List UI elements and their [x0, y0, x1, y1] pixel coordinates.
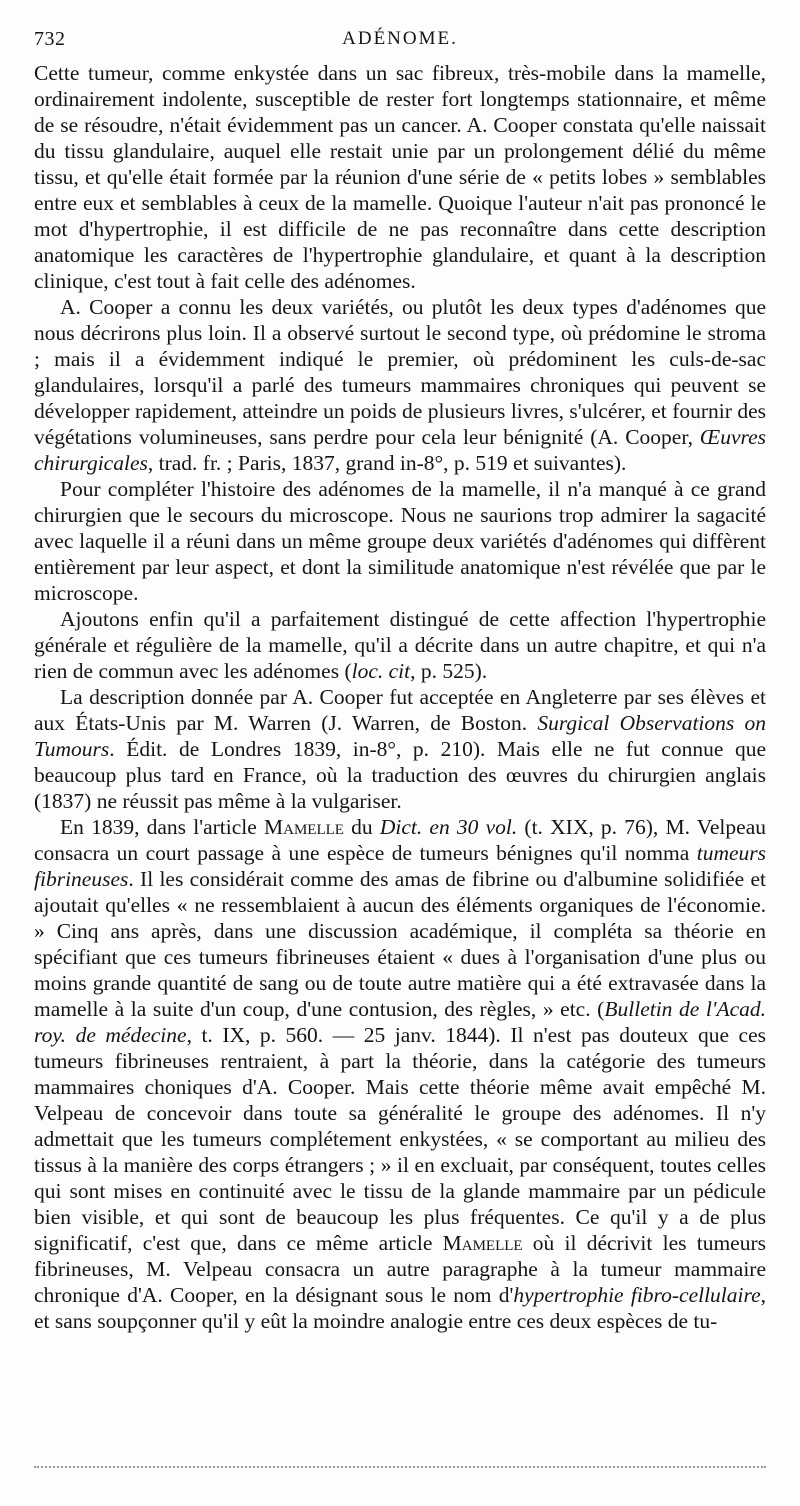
text-span: La description donnée par A. Cooper fut acceptée en Angleterre par ses élèves et aux États-Unis par M. Warren (J. Warren, de Boston.: [34, 685, 766, 735]
italic-span: tumeurs fibrineuses: [34, 841, 766, 891]
paragraph: [34, 814, 766, 1334]
italic-span: Œuvres chirurgicales: [34, 425, 766, 475]
italic-span: Dict. en 30 vol.: [379, 815, 518, 839]
italic-span: loc. cit: [351, 659, 411, 683]
text-span: En 1839, dans l'article: [60, 815, 264, 839]
text-span: , t. IX, p. 560. — 25 janv. 1844). Il n'est pas douteux que ces tumeurs fibrineuses rentraient, à part la théorie, dans la catégorie des tumeurs mammaires choniques d'A. Cooper. Mais cette théorie même avait empêché M. Velpeau de concevoir dans toute sa généralité le groupe des adénomes. Il n'y admettait que les tumeurs complétement enkystées, « se comportant au milieu des tissus à la manière des corps étrangers ; » il en excluait, par conséquent, toutes celles qui sont mises en continuité avec le tissu de la glande mammaire par un pédicule bien visible, et qui sont de beaucoup les plus fréquentes. Ce qu'il y a de plus significatif, c'est que, dans ce même article: [34, 1023, 767, 1255]
text-span: , p. 525).: [410, 659, 488, 683]
text-span: , et sans soupçonner qu'il y eût la moindre analogie entre ces deux espèces de tu-: [34, 1283, 766, 1333]
paragraph: [34, 60, 766, 294]
paragraph: [34, 606, 766, 684]
text-span: (t. XIX, p. 76), M. Velpeau consacra un court passage à une espèce de tumeurs bénignes qu'il nomma: [34, 815, 766, 865]
text-span: Pour compléter l'histoire des adénomes de la mamelle, il n'a manqué à ce grand chirurgien que le secours du microscope. Nous ne saurions trop admirer la sagacité avec laquelle il a réuni dans un même groupe deux variétés d'adénomes qui diffèrent entièrement par leur aspect, et dont la similitude anatomique n'est révélée que par le microscope.: [34, 477, 766, 605]
text-span: du: [343, 815, 380, 839]
text-span: où il décrivit les tumeurs fibrineuses, M. Velpeau consacra un autre paragraphe à la tumeur mammaire chronique d'A. Cooper, en la désignant sous le nom d': [34, 1231, 767, 1307]
italic-span: Surgical Observations on Tumours: [34, 711, 766, 761]
text-span: Cette tumeur, comme enkystée dans un sac fibreux, très-mobile dans la mamelle, ordinairement indolente, susceptible de rester fort longtemps stationnaire, et même de se résoudre, n'était évidemment pas un cancer. A. Cooper constata qu'elle naissait du tissu glandulaire, auquel elle restait unie par un prolongement délié du même tissu, et qu'elle était formée par la réunion d'une série de « petits lobes » semblables entre eux et semblables à ceux de la mamelle. Quoique l'auteur n'ait pas prononcé le mot d'hypertrophie, il est difficile de ne pas reconnaître dans cette description anatomique les caractères de l'hypertrophie glandulaire, et quant à la description clinique, c'est tout à fait celle des adénomes.: [34, 61, 766, 293]
text-span: . Il les considérait comme des amas de fibrine ou d'albumine solidifiée et ajoutait qu'elles « ne ressemblaient à aucun des éléments organiques de l'économie. » Cinq ans après, dans une discussion académique, il compléta sa théorie en spécifiant que ces tumeurs fibrineuses étaient « dues à l'organisation d'une plus ou moins grande quantité de sang ou de toute autre matière qui a été extravasée dans la mamelle à la suite d'un coup, d'une contusion, des règles, » etc. (: [34, 867, 766, 1021]
italic-span: hypertrophie fibro-cellulaire: [513, 1283, 761, 1307]
italic-span: Bulletin de l'Acad. roy. de médecine: [34, 997, 767, 1047]
text-span: A. Cooper a connu les deux variétés, ou plutôt les deux types d'adénomes que nous décrirons plus loin. Il a observé surtout le second type, où prédomine le stroma ; mais il a évidemment indiqué le premier, où prédominent les culs-de-sac glandulaires, lorsqu'il a parlé des tumeurs mammaires chroniques qui peuvent se développer rapidement, atteindre un poids de plusieurs livres, s'ulcérer, et fournir des végétations volumineuses, sans perdre pour cela leur bénignité (A. Cooper,: [34, 295, 766, 449]
smallcaps-span: Mamelle: [264, 815, 344, 839]
text-span: . Édit. de Londres 1839, in-8°, p. 210). Mais elle ne fut connue que beaucoup plus tard en France, où la traduction des œuvres du chirurgien anglais (1837) ne réussit pas même à la vulgariser.: [34, 737, 766, 813]
page-body: [34, 60, 766, 1334]
page-number: 732: [34, 28, 66, 50]
text-span: Ajoutons enfin qu'il a parfaitement distingué de cette affection l'hypertrophie générale et régulière de la mamelle, qu'il a décrite dans un autre chapitre, et qui n'a rien de commun avec les adénomes (: [34, 607, 766, 683]
page-header: [34, 28, 766, 54]
text-span: , trad. fr. ; Paris, 1837, grand in-8°, p. 519 et suivantes).: [147, 451, 627, 475]
paragraph: [34, 684, 766, 814]
running-title: ADÉNOME.: [342, 28, 458, 49]
smallcaps-span: Mamelle: [442, 1231, 523, 1255]
footer-dotted-rule: [34, 1466, 766, 1468]
paragraph: [34, 476, 766, 606]
paragraph: [34, 294, 766, 476]
